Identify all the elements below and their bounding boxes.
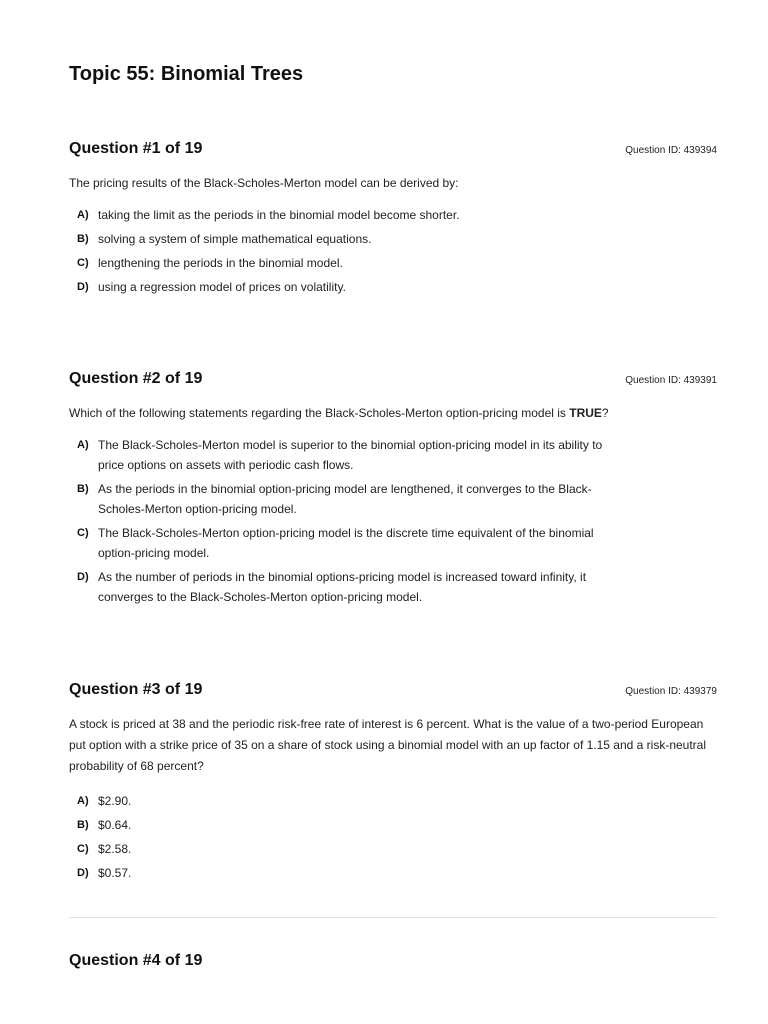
answer-text: $0.64. [98,818,132,832]
question-header [69,140,717,162]
question-header [69,681,717,703]
answer-text: As the periods in the binomial option-pricing model are lengthened, it converges to the Black-Scholes-Merton option-pricing model. [98,482,592,516]
answer-text: As the number of periods in the binomial options-pricing model is increased toward infinity, it converges to the Black-Scholes-Merton option-pricing model. [98,570,587,604]
answer-letter: D) [77,571,89,583]
answer-letter: A) [77,209,89,221]
answer-option-c[interactable] [69,523,609,563]
answer-letter: D) [77,281,89,293]
answer-text: lengthening the periods in the binomial model. [98,256,343,270]
question-1 [69,140,717,301]
topic-title: Topic 55: Binomial Trees [69,63,304,85]
question-title: Question #4 of 19 [69,952,203,969]
answer-text: $0.57. [98,866,132,880]
answer-option-c[interactable] [69,839,717,859]
answer-option-d[interactable] [69,277,717,297]
question-title: Question #2 of 19 [69,370,203,387]
question-id: Question ID: 439391 [625,375,717,386]
question-stem-end: ? [601,406,609,420]
answer-option-d[interactable] [69,567,609,607]
answer-text: $2.58. [98,842,132,856]
answer-option-b[interactable] [69,229,717,249]
question-title: Question #1 of 19 [69,140,203,157]
answer-letter: B) [77,819,89,831]
answer-option-b[interactable] [69,479,609,519]
question-id: Question ID: 439379 [625,686,717,697]
question-stem-text: Which of the following statements regarding the Black-Scholes-Merton option-pricing model is [69,406,570,420]
answer-letter: D) [77,867,89,879]
answer-option-c[interactable] [69,253,717,273]
answer-list [69,205,717,297]
answer-list [69,435,609,607]
answer-text: The Black-Scholes-Merton option-pricing model is the discrete time equivalent of the binomial option-pricing model. [98,526,594,560]
question-stem: A stock is priced at 38 and the periodic risk-free rate of interest is 6 percent. What is the value of a two-period European put option with a strike price of 35 on a share of stock using a binomial model with an up factor of 1.15 and a risk-neutral probability of 68 percent? [69,717,707,773]
answer-option-b[interactable] [69,815,717,835]
section-divider [69,917,717,918]
answer-option-a[interactable] [69,205,717,225]
question-header [69,370,717,392]
question-id: Question ID: 439394 [625,145,717,156]
answer-letter: A) [77,795,89,807]
answer-letter: C) [77,257,89,269]
answer-text: The Black-Scholes-Merton model is superior to the binomial option-pricing model in its ability to price options on assets with periodic cash flows. [98,438,603,472]
answer-letter: B) [77,483,89,495]
answer-letter: A) [77,439,89,451]
answer-text: solving a system of simple mathematical equations. [98,232,372,246]
question-header [69,952,717,974]
answer-letter: C) [77,527,89,539]
answer-text: taking the limit as the periods in the binomial model become shorter. [98,208,460,222]
answer-letter: C) [77,843,89,855]
question-stem [69,403,717,424]
answer-option-a[interactable] [69,791,717,811]
answer-option-d[interactable] [69,863,717,883]
answer-letter: B) [77,233,89,245]
question-3 [69,681,717,887]
answer-text: using a regression model of prices on volatility. [98,280,346,294]
question-stem: The pricing results of the Black-Scholes-Merton model can be derived by: [69,176,459,190]
answer-option-a[interactable] [69,435,609,475]
answer-text: $2.90. [98,794,132,808]
answer-list [69,791,717,883]
question-2 [69,370,717,611]
question-stem-emphasis: TRUE [569,406,602,420]
question-4 [69,952,717,974]
question-title: Question #3 of 19 [69,681,203,698]
